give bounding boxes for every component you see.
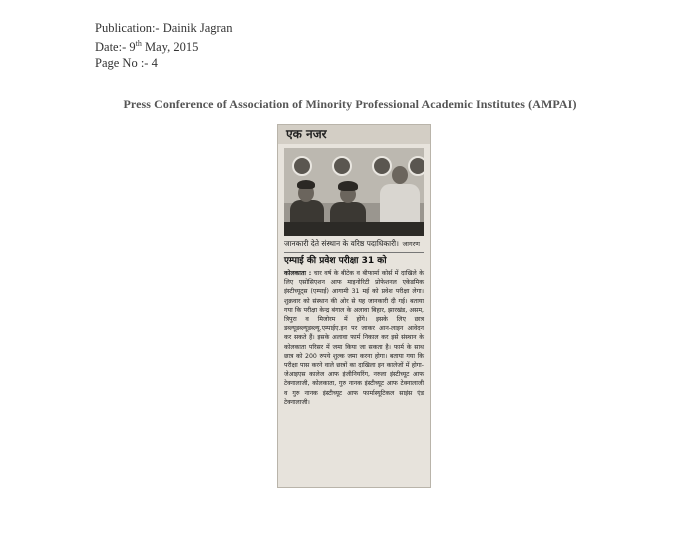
divider <box>284 252 424 253</box>
document-meta <box>95 20 232 71</box>
date-suffix: May, 2015 <box>141 40 199 55</box>
article-body <box>284 269 424 407</box>
date-line <box>95 36 232 55</box>
person-head <box>392 166 408 184</box>
logo-emblem-icon <box>408 156 424 176</box>
column-heading: एक नजर <box>278 125 430 144</box>
photo-credit: जागरण <box>402 240 420 248</box>
logo-emblem-icon <box>332 156 352 176</box>
turban-shape <box>297 180 315 189</box>
logo-emblem-icon <box>372 156 392 176</box>
newspaper-clipping <box>277 124 431 488</box>
date-prefix: Date:- 9 <box>95 40 136 55</box>
turban-shape <box>338 181 358 191</box>
date-suffix-sup: th <box>135 39 142 48</box>
publication-line: Publication:- Dainik Jagran <box>95 21 233 35</box>
article-headline: एम्पाई की प्रवेश परीक्षा 31 को <box>284 256 387 266</box>
photo-caption <box>284 239 424 249</box>
press-conference-photo <box>284 148 424 236</box>
page-number-line: Page No :- 4 <box>95 56 158 71</box>
logo-emblem-icon <box>292 156 312 176</box>
caption-text: जानकारी देते संस्थान के वरिष्ठ पदाधिकारी। <box>284 239 399 248</box>
conference-table <box>284 222 424 236</box>
article-text: चार वर्ष के बीटेक व बीफार्मा कोर्स में दाखिले के लिए एसोसिएशन आफ माइनोरिटी प्रोफेशनल एकेडमिक इंस्टीच्यूट्स (एम्पाई) आगामी 31 मई को प्रवेश परीक्षा लेगा। शुक्रवार को संस्थान की ओर से यह जानकारी दी गई। बताया गया कि परीक्षा केन्द्र बंगाल के अलावा बिहार, झारखंड, असम, त्रिपुरा व मिजोरम में होंगे। इसके लिए छात्र डब्ल्यूडब्ल्यूडब्ल्यू.एम्पाईए.इन पर जाकर आन-लाइन आवेदन कर सकते हैं। इसके अलावा फार्म निकाल कर इसे संस्थान के कोलकाता परिसर में जमा किया जा सकता है। फार्म के साथ छात्र को 200 रुपये शुल्क जमा करना होगा। बताया गया कि परीक्षा पास करने वाले छात्रों का दाखिला इन कालेजों में होगा-जेआइएस कालेज आफ इंजीनियरिंग, नरुला इंस्टीच्यूट आफ टेक्नालाजी, कोलकाता, गुरु नानक इंस्टीच्यूट आफ टेक्नालाजी व गुरु नानक इंस्टीच्यूट आफ फार्मास्यूटिकल साइंस एंड टेक्नालाजी। <box>284 270 424 406</box>
document-title: Press Conference of Association of Minority Professional Academic Institutes (AMPAI) <box>123 97 577 111</box>
article-dateline: कोलकाता : <box>284 270 312 277</box>
